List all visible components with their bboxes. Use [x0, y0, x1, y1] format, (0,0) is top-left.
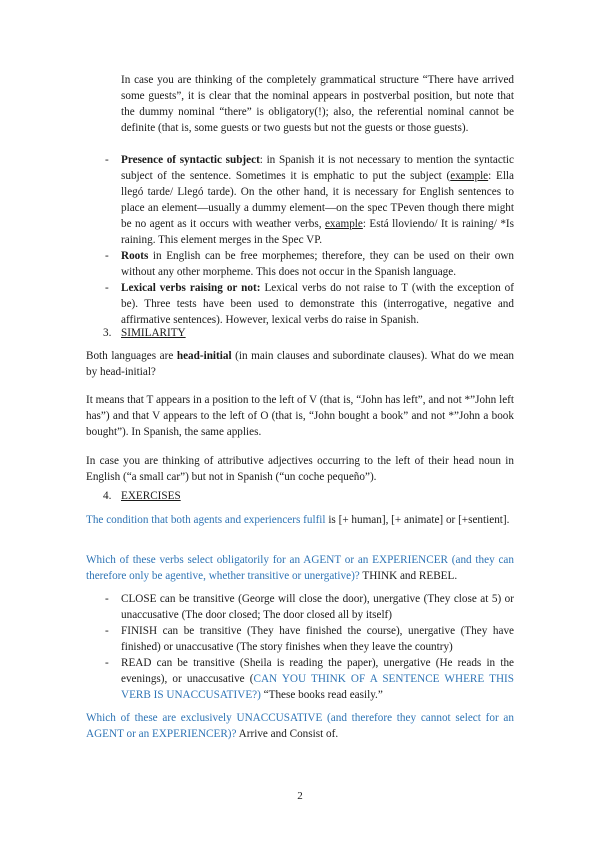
paragraph-there-have-arrived: In case you are thinking of the completely grammatical structure “There have arrived some guests”, it is clear that the nominal appears in postverbal position, but note that the dummy nominal “there” is obligatory(!); also, the referential nominal cannot be definite (that is, some guests or two guests but not the guests or those guests).: [121, 74, 514, 134]
section-heading-exercises: [0, 488, 600, 504]
section-number: 3.: [103, 327, 112, 339]
text-segment: : Ella llegó tarde/ Llegó tarde). On the other hand, it is necessary for English sentences to place an element—usually a dummy element—on the spec TPeven though there might be no agent as it occurs with weather verbs,: [121, 170, 515, 230]
paragraph-which-unaccusative: [0, 710, 600, 742]
exercise-bullet-list: [0, 591, 600, 703]
paragraph-t-left-of-v: It means that T appears in a position to the left of V (that is, “John has left”, and not *”John left has”) and that V appears to the left of O (that is, “John bought a book” and not *”John a book bought”). In Spanish, the same applies.: [86, 394, 514, 438]
underlined-example: example: [324, 218, 363, 230]
bullet-dash: -: [105, 625, 109, 637]
section-heading-similarity: [0, 325, 600, 341]
section-title: SIMILARITY: [121, 327, 186, 339]
question-text: Which of these are exclusively UNACCUSATIVE (and therefore they cannot select for an AGENT or an EXPERIENCER)?: [86, 712, 514, 740]
answer-text: THINK and REBEL.: [359, 570, 458, 582]
term-syntactic-subject: Presence of syntactic subject: [121, 154, 260, 166]
text-segment: in English can be free morphemes; therefore, they can be used on their own without any other morpheme. This does not occur in the Spanish language.: [121, 250, 514, 278]
term-lexical-verbs: Lexical verbs raising or not:: [121, 282, 261, 294]
text-segment: (in main clauses and subordinate clauses). What do we mean by head-initial?: [86, 350, 514, 378]
text-segment: READ can be transitive (Sheila is reading the paper), unergative (He reads in the evenings), or unaccusative (: [121, 657, 514, 685]
page-number: 2: [297, 790, 303, 802]
paragraph-condition: [0, 512, 600, 528]
contrast-bullet-list: [0, 152, 600, 328]
answer-text: is [+ human], [+ animate] or [+sentient].: [325, 514, 510, 526]
bullet-dash: -: [105, 657, 109, 669]
list-item-close: [105, 591, 514, 623]
section-number: 4.: [103, 490, 112, 502]
text-segment: Both languages are: [86, 350, 177, 362]
list-item-lexical-verbs: [105, 280, 514, 328]
list-item-syntactic-subject: [105, 152, 515, 248]
text-segment: : Está lloviendo/ It is raining/ *Is raining. This element merges in the Spec VP.: [121, 218, 514, 246]
term-head-initial: head-initial: [176, 350, 232, 362]
bullet-dash: -: [105, 250, 109, 262]
paragraph-head-initial: [0, 348, 600, 380]
question-text: Which of these verbs select obligatorily for an AGENT or an EXPERIENCER (and they can therefore only be agentive, whether transitive or unergative)?: [86, 554, 514, 582]
bullet-dash: -: [105, 154, 109, 166]
paragraph-which-agent: [0, 552, 600, 584]
bullet-dash: -: [105, 593, 109, 605]
answer-text: Arrive and Consist of.: [236, 728, 339, 740]
paragraph-attributive-adjectives: In case you are thinking of attributive adjectives occurring to the left of their head noun in English (“a small car”) but not in Spanish (“un coche pequeño”).: [86, 455, 514, 483]
text-segment: FINISH can be transitive (They have finished the course), unergative (They have finished) or unaccusative (The story finishes when they leave the country): [121, 625, 514, 653]
text-segment: : in Spanish it is not necessary to mention the syntactic subject of the sentence. Sometimes it is emphatic to put the subject (: [121, 154, 514, 182]
list-item-read: [105, 655, 514, 703]
bullet-dash: -: [105, 282, 109, 294]
section-title: EXERCISES: [121, 490, 181, 502]
text-segment: Lexical verbs do not raise to T (with the exception of be). Three tests have been used to demonstrate this (interrogative, negative and affirmative sentences). However, lexical verbs do raise in Spanish.: [121, 282, 514, 326]
text-segment: “These books read easily.”: [260, 689, 383, 701]
text-segment: CLOSE can be transitive (George will close the door), unergative (They close at 5) or unaccusative (The door closed; The door closed all by itself): [121, 593, 514, 621]
list-item-finish: [105, 623, 514, 655]
question-text: The condition that both agents and experiencers fulfil: [86, 514, 326, 526]
question-text: CAN YOU THINK OF A SENTENCE WHERE THIS VERB IS UNACCUSATIVE?): [121, 673, 514, 701]
term-roots: Roots: [121, 250, 149, 262]
underlined-example: example: [450, 170, 489, 182]
list-item-roots: [105, 248, 514, 280]
